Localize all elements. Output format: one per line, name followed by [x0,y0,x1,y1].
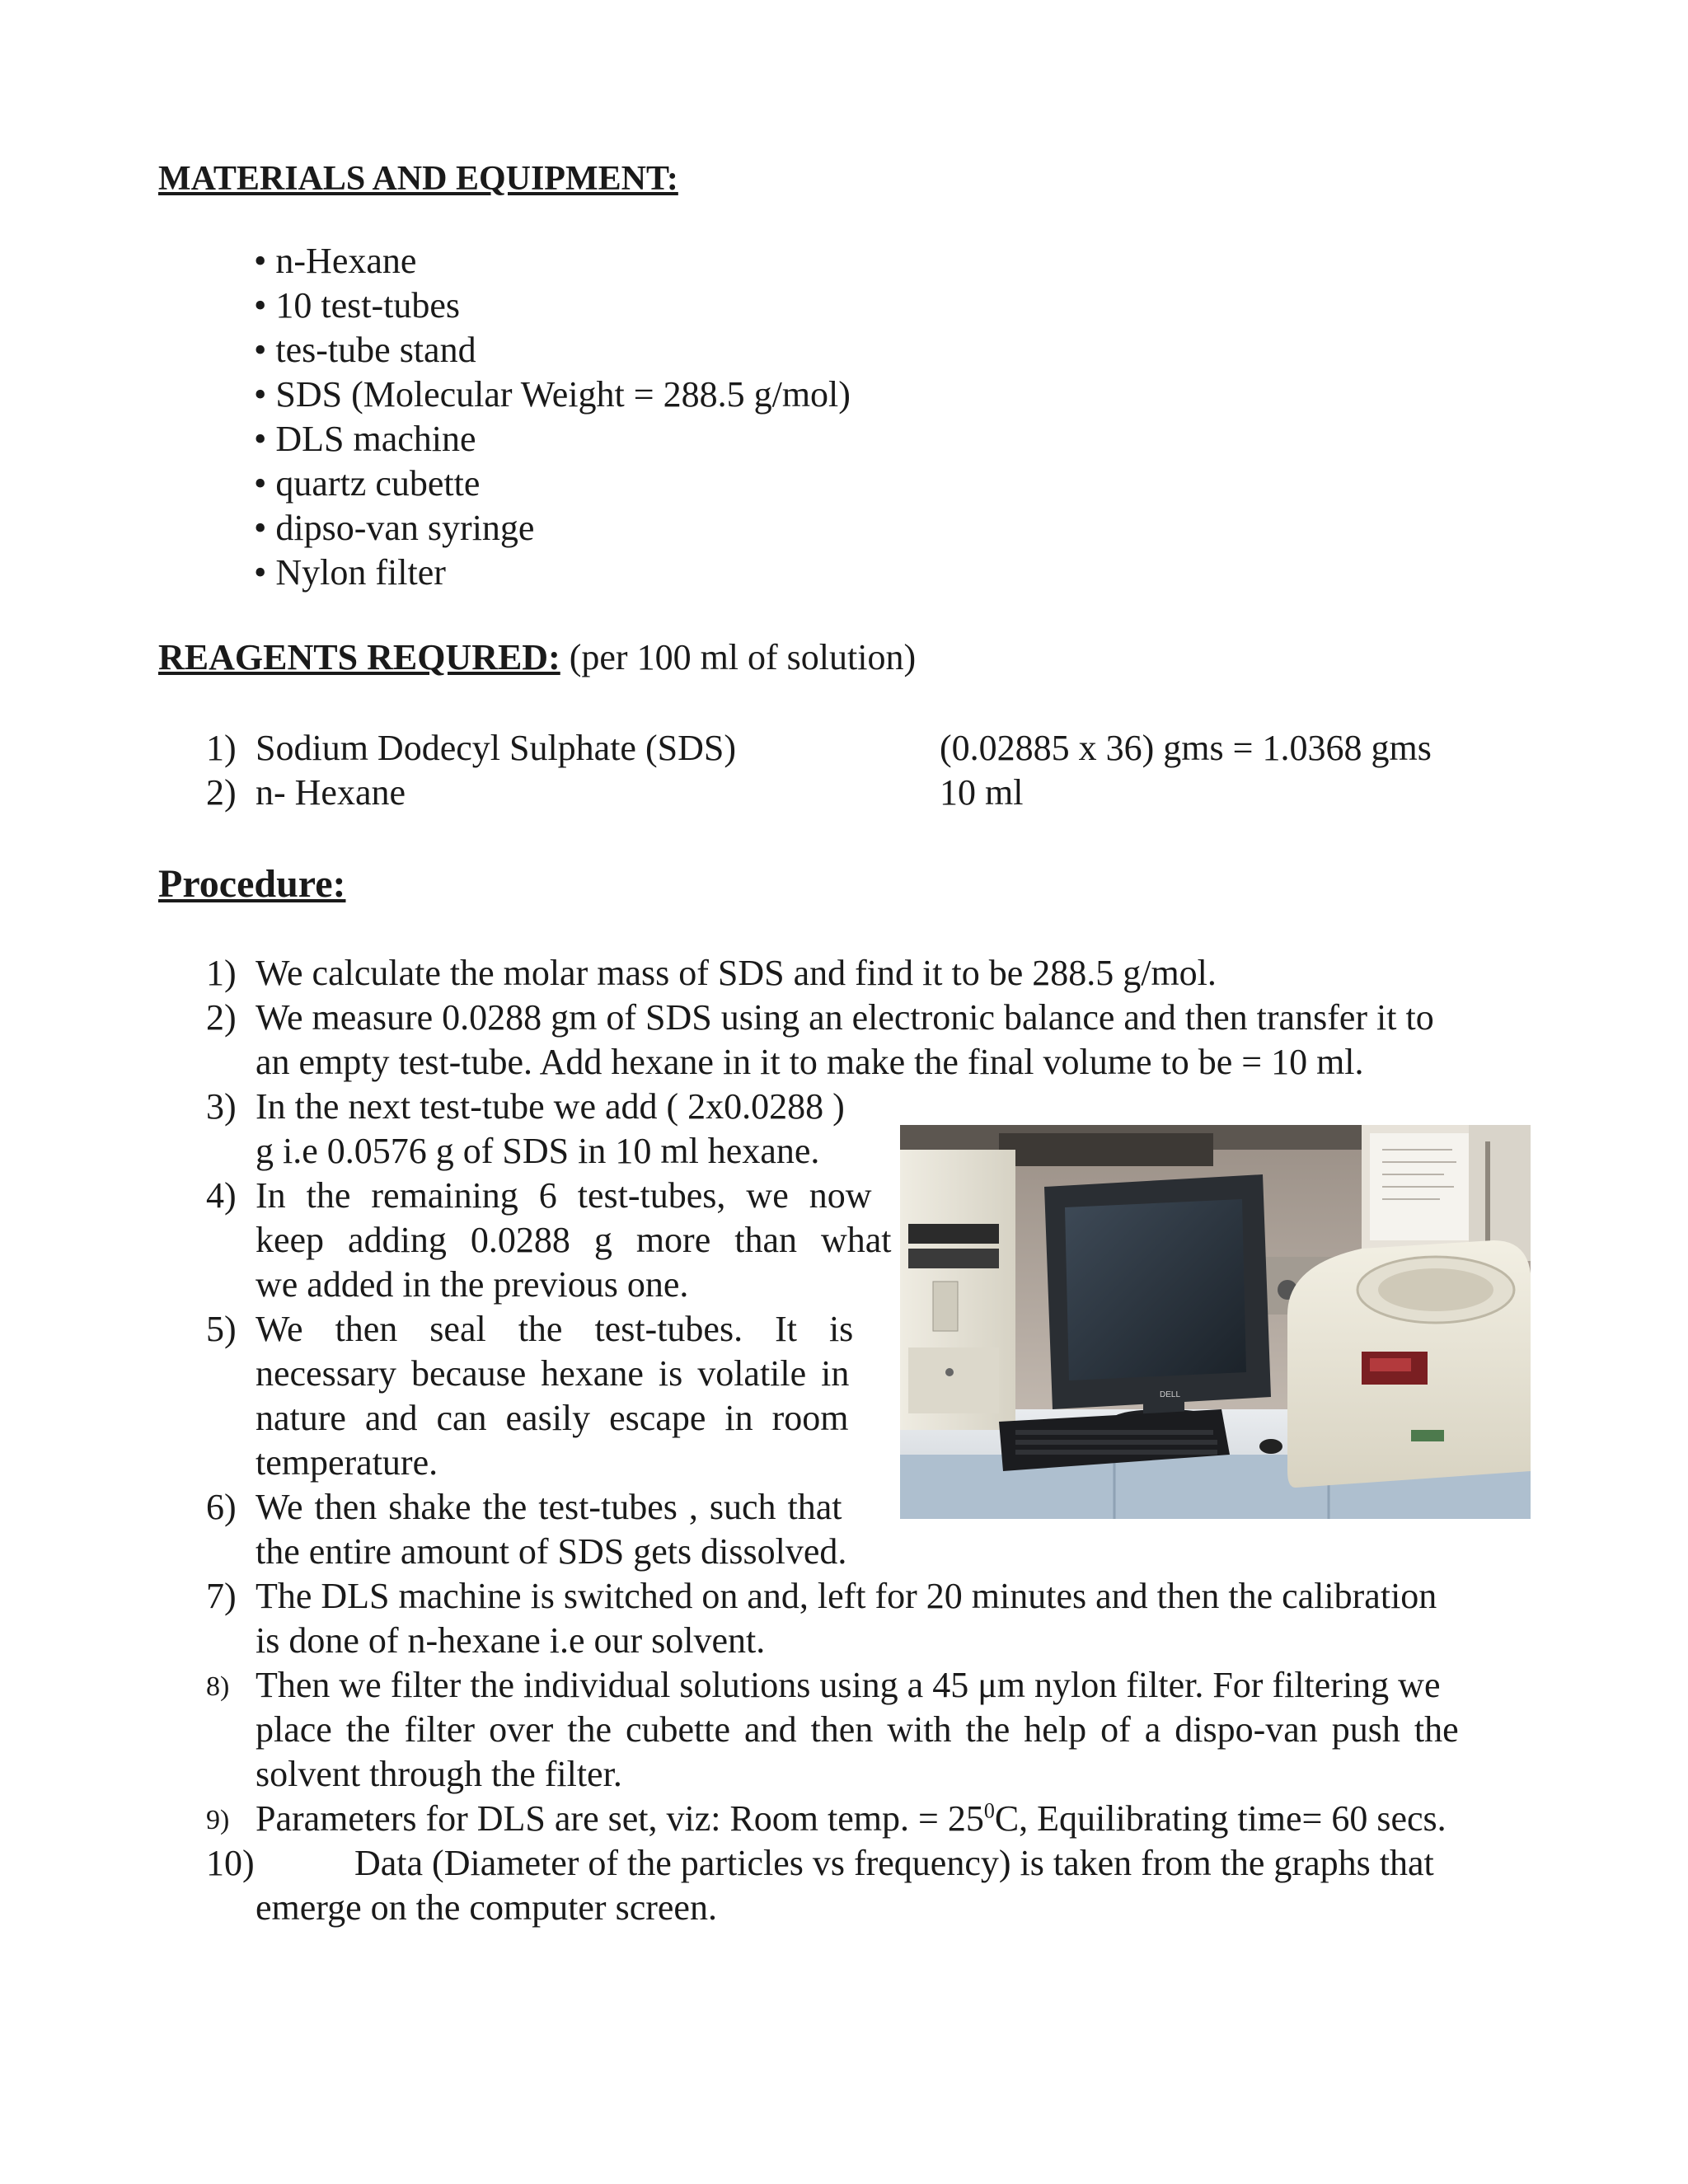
step-line: Parameters for DLS are set, viz: Room temp. = 25 [256,1798,984,1839]
list-item: • DLS machine [254,419,476,459]
procedure-heading: Procedure: [158,862,346,906]
step-number: 4) [206,1175,237,1216]
step-number: 9) [206,1805,230,1835]
step-text: solvent through the filter. [256,1754,622,1794]
step-text: emerge on the computer screen. [256,1887,717,1928]
reagents-heading: REAGENTS REQURED: [158,637,560,677]
step-text: Then we filter the individual solutions using a 45 μm nylon filter. For filtering we [256,1665,1441,1705]
step-text: In the next test-tube we add ( 2x0.0288 ) [256,1086,845,1127]
reagent-name: n- Hexane [256,772,406,813]
step-text: The DLS machine is switched on and, left for 20 minutes and then the calibration [256,1576,1437,1616]
step-text: temperature. [256,1442,438,1483]
list-item: • 10 test-tubes [254,285,461,326]
step-text: keep adding 0.0288 g more than what [256,1220,892,1260]
step-text [256,1797,1447,1840]
step-text: We calculate the molar mass of SDS and find it to be 288.5 g/mol. [256,953,1217,993]
reagents-note: (per 100 ml of solution) [569,637,917,677]
reagent-number: 2) [206,772,237,813]
step-text: Data (Diameter of the particles vs frequency) is taken from the graphs that [354,1843,1434,1883]
reagent-amount: 10 ml [940,772,1024,813]
list-item: • SDS (Molecular Weight = 288.5 g/mol) [254,374,851,415]
materials-heading: MATERIALS AND EQUIPMENT: [158,160,678,198]
list-item: • quartz cubette [254,463,481,504]
dell-logo: DELL [1160,1390,1181,1399]
step-text: g i.e 0.0576 g of SDS in 10 ml hexane. [256,1131,820,1171]
step-number: 5) [206,1309,237,1349]
list-item: • tes-tube stand [254,330,476,370]
step-number: 7) [206,1576,237,1616]
step-number: 2) [206,997,237,1038]
step-number: 1) [206,953,237,993]
step-number: 6) [206,1487,237,1527]
step-number: 10) [206,1843,255,1883]
step-text: an empty test-tube. Add hexane in it to make the final volume to be = 10 ml. [256,1042,1364,1082]
reagent-number: 1) [206,728,237,768]
step-text: is done of n-hexane i.e our solvent. [256,1620,766,1661]
superscript-zero: 0 [983,1798,995,1823]
step-text: In the remaining 6 test-tubes, we now [256,1175,872,1216]
reagent-name: Sodium Dodecyl Sulphate (SDS) [256,728,736,768]
dls-setup-photo [900,1125,1531,1519]
mouse [1259,1439,1282,1454]
step-text: We then seal the test-tubes. It is [256,1309,854,1349]
step-text: place the filter over the cubette and then with the help of a dispo-van push the [256,1709,1459,1750]
step-line: C, Equilibrating time= 60 secs. [994,1798,1447,1839]
step-text: We then shake the test-tubes , such that [256,1487,842,1527]
reagents-heading-line [158,636,916,678]
list-item: • dipso-van syringe [254,508,535,548]
step-text: nature and can easily escape in room [256,1398,849,1438]
step-number: 3) [206,1086,237,1127]
step-text [256,996,1531,1038]
step-line: We measure 0.0288 gm of SDS using an electronic balance and then transfer it to [256,997,1434,1038]
list-item: • Nylon filter [254,552,446,593]
list-item: • n-Hexane [254,241,417,281]
step-text: necessary because hexane is volatile in [256,1353,850,1394]
step-number: 8) [206,1671,230,1702]
step-text: we added in the previous one. [256,1264,689,1305]
materials-list [254,239,851,595]
step-text: the entire amount of SDS gets dissolved. [256,1531,847,1572]
reagent-amount: (0.02885 x 36) gms = 1.0368 gms [940,728,1432,768]
